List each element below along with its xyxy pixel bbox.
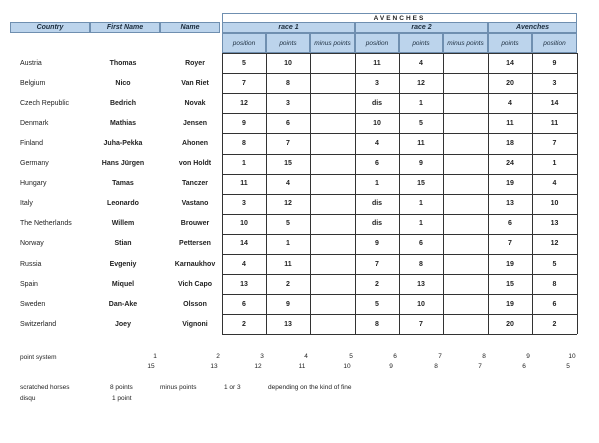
cell-av-pos: 10 [550, 200, 559, 208]
cell-r2-pos: 8 [375, 320, 379, 328]
cell-av-pts: 14 [506, 59, 514, 67]
sub-r1-points: points [266, 33, 310, 53]
cell-r2-pos: 4 [375, 139, 379, 147]
cell-r1-pts: 15 [284, 160, 292, 167]
header-name: Name [160, 22, 220, 33]
cell-country: Hungary [20, 180, 47, 188]
cell-r2-pos: 11 [373, 59, 381, 67]
cell-r2-minus [443, 234, 488, 254]
cell-r1-pts: 8 [286, 79, 290, 87]
cell-country: Belgium [20, 79, 46, 87]
cell-r1-minus [310, 234, 355, 254]
minus-label: minus points [160, 384, 197, 391]
cell-r1-minus [310, 113, 355, 133]
cell-r2-minus [443, 194, 488, 214]
cell-r1-pos: 13 [240, 280, 248, 288]
cell-r1-pos: 8 [242, 139, 246, 147]
cell-first-name: Mathias [109, 119, 137, 127]
scratched-label: scratched horses [20, 384, 70, 391]
cell-av-pts: 20 [506, 79, 514, 87]
cell-r1-minus [310, 194, 355, 214]
header-country: Country [10, 22, 90, 33]
point-system-value: 5 [566, 363, 570, 370]
cell-r1-pos: 2 [242, 320, 246, 328]
cell-r1-pos: 10 [240, 220, 248, 228]
table-row [0, 314, 599, 334]
cell-r1-pts: 4 [286, 180, 290, 188]
cell-name: Pettersen [179, 240, 211, 248]
cell-av-pts: 18 [506, 139, 514, 147]
cell-r1-minus [310, 274, 355, 294]
cell-r2-pts: 6 [419, 240, 423, 248]
table-row [0, 53, 599, 73]
table-row [0, 174, 599, 194]
cell-country: Austria [20, 59, 42, 67]
cell-country: Denmark [20, 119, 49, 127]
cell-r2-pos: 10 [373, 119, 381, 127]
cell-av-pts: 24 [506, 160, 514, 167]
cell-country: The Netherlands [20, 220, 72, 228]
cell-av-pts: 19 [506, 260, 514, 268]
point-system-place: 1 [153, 353, 157, 360]
point-system-place: 7 [438, 353, 442, 360]
cell-r2-pos: 2 [375, 280, 379, 288]
cell-first-name: Tamas [112, 180, 134, 188]
cell-r2-pts: 5 [419, 119, 423, 127]
sub-av-position: position [532, 33, 577, 53]
cell-first-name: Leonardo [107, 200, 139, 208]
disqu-points: 1 point [112, 395, 132, 402]
cell-r2-minus [443, 133, 488, 153]
cell-av-pts: 6 [508, 220, 512, 228]
cell-r2-pos: dis [371, 220, 383, 228]
cell-av-pos: 3 [552, 79, 557, 87]
cell-r1-pts: 9 [286, 300, 290, 308]
cell-av-pos: 9 [552, 59, 557, 67]
cell-name: Ahonen [181, 139, 209, 147]
cell-r2-pts: 4 [419, 59, 423, 67]
table-row [0, 274, 599, 294]
cell-r2-minus [443, 274, 488, 294]
cell-av-pts: 7 [508, 240, 512, 248]
table-row [0, 93, 599, 113]
point-system-value: 10 [343, 363, 351, 370]
cell-r1-pos: 6 [242, 300, 246, 308]
cell-r1-pos: 14 [240, 240, 248, 248]
cell-r2-minus [443, 294, 488, 314]
sub-av-points: points [488, 33, 532, 53]
cell-r1-minus [310, 174, 355, 194]
minus-note: depending on the kind of fine [268, 384, 352, 391]
minus-value: 1 or 3 [224, 384, 241, 391]
cell-name: Brouwer [180, 220, 210, 228]
cell-r2-minus [443, 113, 488, 133]
cell-r1-minus [310, 214, 355, 234]
cell-r2-minus [443, 73, 488, 93]
cell-name: Olsson [183, 300, 207, 308]
point-system-value: 12 [254, 363, 262, 370]
table-row [0, 113, 599, 133]
point-system-value: 7 [478, 363, 482, 370]
cell-r2-pos: 3 [375, 79, 379, 87]
cell-av-pos: 4 [552, 180, 557, 188]
cell-r2-pts: 1 [419, 99, 423, 107]
cell-av-pos: 6 [552, 300, 557, 308]
cell-r2-minus [443, 254, 488, 274]
cell-r1-pos: 9 [242, 119, 246, 127]
cell-r2-pts: 1 [419, 220, 423, 228]
cell-first-name: Dan-Ake [108, 300, 138, 308]
point-system-place: 6 [393, 353, 397, 360]
cell-country: Finland [20, 139, 43, 147]
cell-name: Vastano [181, 200, 209, 208]
cell-av-pos: 7 [552, 139, 557, 147]
cell-r2-pts: 8 [419, 260, 423, 268]
cell-r1-pos: 1 [242, 160, 246, 167]
cell-first-name: Bedrich [109, 99, 137, 107]
point-system-place: 4 [304, 353, 308, 360]
cell-r2-pts: 10 [417, 300, 425, 308]
table-row [0, 194, 599, 214]
cell-country: Italy [20, 200, 33, 208]
cell-r2-pos: 5 [375, 300, 379, 308]
cell-av-pts: 20 [506, 320, 514, 328]
cell-first-name: Stian [114, 240, 132, 248]
point-system-place: 5 [349, 353, 353, 360]
cell-r2-minus [443, 314, 488, 334]
point-system-place: 8 [482, 353, 486, 360]
cell-name: Tanczer [182, 180, 208, 188]
cell-r2-minus [443, 93, 488, 113]
cell-r1-pts: 2 [286, 280, 290, 288]
cell-av-pos: 1 [552, 160, 557, 167]
cell-r2-pts: 9 [419, 160, 423, 167]
cell-name: Van Riet [181, 79, 209, 87]
cell-r1-minus [310, 53, 355, 73]
cell-av-pts: 11 [506, 119, 514, 127]
cell-country: Russia [20, 260, 42, 268]
table-row [0, 294, 599, 314]
disqu-label: disqu [20, 395, 36, 402]
cell-av-pos: 11 [550, 119, 559, 127]
sub-r1-position: position [222, 33, 266, 53]
cell-r2-pts: 13 [417, 280, 425, 288]
grid-hline [222, 334, 577, 335]
cell-name: Novak [184, 99, 206, 107]
cell-r1-minus [310, 154, 355, 174]
cell-country: Norway [20, 240, 44, 248]
cell-name: Royer [185, 59, 205, 67]
cell-r2-pos: 1 [375, 180, 379, 188]
cell-r1-pts: 1 [286, 240, 290, 248]
cell-r1-pos: 7 [242, 79, 246, 87]
cell-first-name: Evgeniy [109, 260, 137, 268]
cell-first-name: Joey [115, 320, 131, 328]
point-system-place: 2 [216, 353, 220, 360]
cell-r1-pos: 3 [242, 200, 246, 208]
table-row [0, 214, 599, 234]
cell-r2-pos: dis [371, 99, 383, 107]
cell-r1-pos: 11 [240, 180, 248, 188]
table-row [0, 73, 599, 93]
sub-r2-minus: minus points [443, 33, 488, 53]
cell-av-pts: 15 [506, 280, 514, 288]
cell-r2-pos: 9 [375, 240, 379, 248]
point-system-place: 10 [568, 353, 576, 360]
point-system-value: 13 [210, 363, 218, 370]
cell-r2-pos: 7 [375, 260, 379, 268]
cell-r2-minus [443, 154, 488, 174]
cell-country: Czech Republic [20, 99, 70, 107]
header-first-name: First Name [90, 22, 160, 33]
cell-r1-pts: 10 [284, 59, 292, 67]
cell-r2-pts: 7 [419, 320, 423, 328]
cell-r2-pts: 11 [417, 139, 425, 147]
cell-country: Sweden [20, 300, 46, 308]
cell-av-pts: 4 [508, 99, 512, 107]
cell-country: Germany [20, 160, 49, 167]
cell-first-name: Juha-Pekka [103, 139, 143, 147]
cell-r1-pts: 7 [286, 139, 290, 147]
cell-r1-pos: 5 [242, 59, 246, 67]
cell-r2-pts: 12 [417, 79, 425, 87]
cell-r2-pts: 1 [419, 200, 423, 208]
cell-r2-minus [443, 214, 488, 234]
point-system-value: 6 [522, 363, 526, 370]
cell-av-pos: 13 [550, 220, 559, 228]
cell-r1-pos: 4 [242, 260, 246, 268]
cell-av-pos: 14 [550, 99, 559, 107]
cell-r2-minus [443, 53, 488, 73]
cell-name: Jensen [182, 119, 208, 127]
sub-r2-points: points [399, 33, 443, 53]
cell-name: Vich Capo [177, 280, 213, 288]
cell-name: Vignoni [182, 320, 208, 328]
cell-r2-minus [443, 174, 488, 194]
cell-r2-pos: 6 [375, 160, 379, 167]
cell-name: von Holdt [178, 160, 212, 167]
header-race2: race 2 [355, 22, 488, 33]
point-system-value: 8 [434, 363, 438, 370]
cell-r1-minus [310, 314, 355, 334]
cell-r1-pts: 6 [286, 119, 290, 127]
cell-r1-minus [310, 93, 355, 113]
cell-first-name: Willem [111, 220, 135, 228]
header-avenches: Avenches [488, 22, 577, 33]
cell-first-name: Nico [115, 79, 131, 87]
cell-av-pos: 2 [552, 320, 557, 328]
cell-r2-pos: dis [371, 200, 383, 208]
cell-av-pts: 19 [506, 300, 514, 308]
cell-r1-pts: 12 [284, 200, 292, 208]
cell-r1-pts: 13 [284, 320, 292, 328]
cell-country: Switzerland [20, 320, 57, 328]
point-system-value: 11 [298, 363, 306, 370]
point-system-label: point system [20, 354, 57, 361]
cell-first-name: Miquel [111, 280, 135, 288]
scratched-points: 8 points [110, 384, 133, 391]
point-system-value: 15 [147, 363, 155, 370]
sub-r2-position: position [355, 33, 399, 53]
cell-av-pts: 19 [506, 180, 514, 188]
table-row [0, 133, 599, 153]
cell-r1-minus [310, 73, 355, 93]
cell-r1-pts: 3 [286, 99, 290, 107]
point-system-place: 9 [526, 353, 530, 360]
cell-av-pos: 12 [550, 240, 559, 248]
cell-r1-pts: 11 [284, 260, 292, 268]
point-system-value: 9 [389, 363, 393, 370]
cell-r1-pts: 5 [286, 220, 290, 228]
cell-r1-minus [310, 254, 355, 274]
cell-name: Karnaukhov [174, 260, 216, 268]
cell-r1-minus [310, 133, 355, 153]
cell-first-name: Thomas [109, 59, 137, 67]
header-race1: race 1 [222, 22, 355, 33]
cell-r2-pts: 15 [417, 180, 425, 188]
cell-r1-pos: 12 [240, 99, 248, 107]
sub-r1-minus: minus points [310, 33, 355, 53]
table-row [0, 254, 599, 274]
cell-r1-minus [310, 294, 355, 314]
table-row [0, 234, 599, 254]
cell-av-pos: 5 [552, 260, 557, 268]
header-avenches-title: AVENCHES [222, 13, 577, 23]
cell-country: Spain [20, 280, 38, 288]
cell-av-pts: 13 [506, 200, 514, 208]
cell-first-name: Hans Jürgen [101, 160, 145, 167]
table-row [0, 154, 599, 174]
point-system-place: 3 [260, 353, 264, 360]
cell-av-pos: 8 [552, 280, 557, 288]
